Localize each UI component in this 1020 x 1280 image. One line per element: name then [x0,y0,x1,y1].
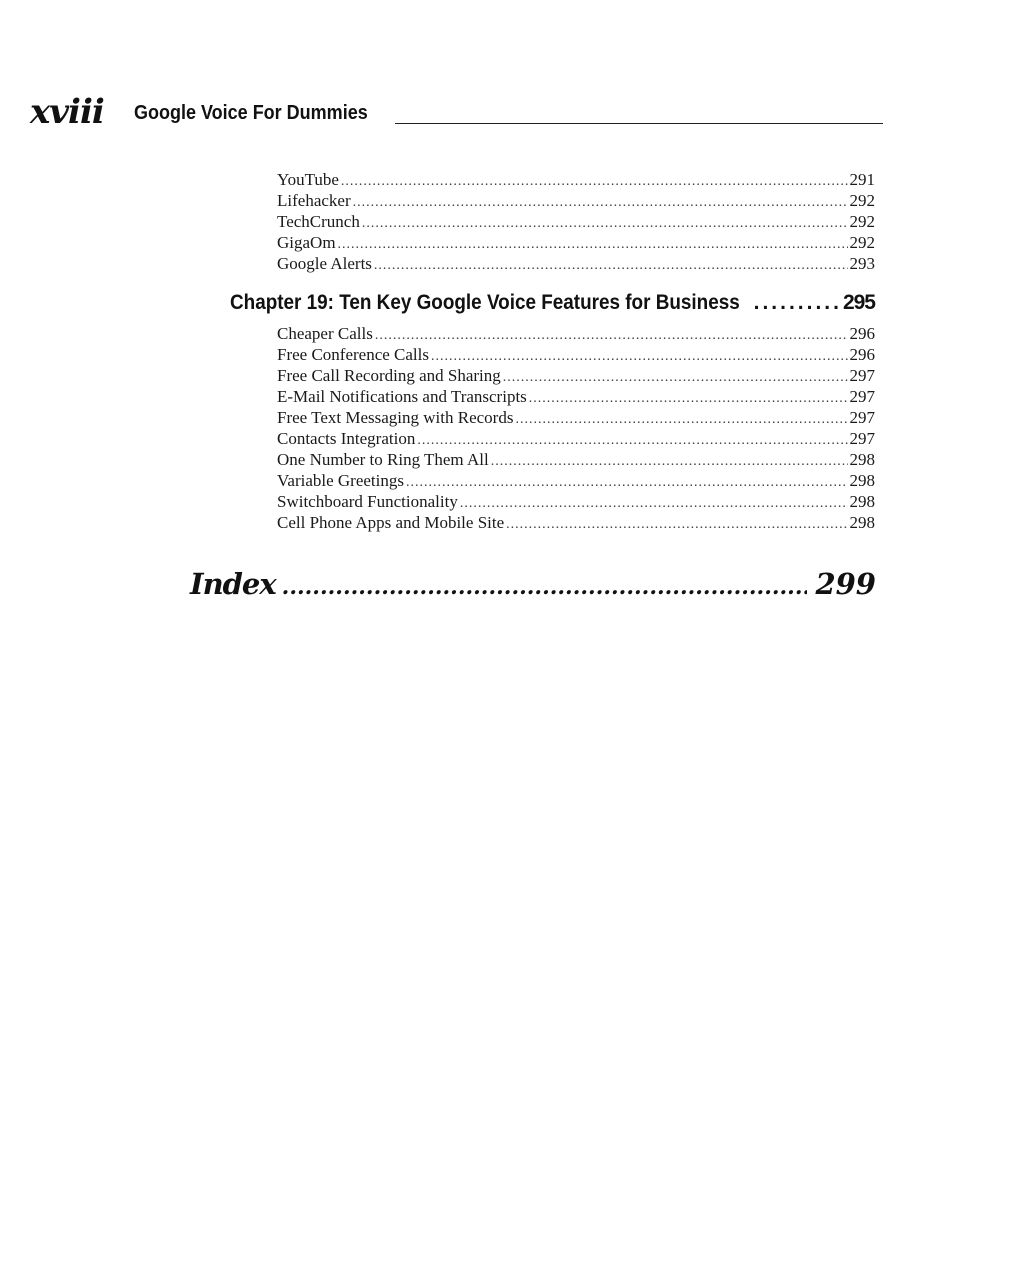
toc-entry [277,449,875,470]
toc-entry-page: 292 [849,233,875,252]
dot-leader [417,430,847,451]
toc-entry [277,253,875,274]
dot-leader [341,171,848,192]
dot-leader [362,213,848,234]
toc-section-list [277,169,875,274]
toc-entry-page: 297 [849,387,875,406]
toc-entry-title: Switchboard Functionality [277,492,458,511]
toc-entry-page: 293 [849,254,875,273]
toc-entry-page: 297 [849,429,875,448]
page-number: xviii [30,92,104,132]
toc-entry-title: Lifehacker [277,191,351,210]
header-rule [395,123,883,124]
book-title: Google Voice For Dummies [134,102,368,124]
chapter-page: 295 [842,291,875,314]
toc-entry-title: GigaOm [277,233,336,252]
toc-entry-title: One Number to Ring Them All [277,450,489,469]
dot-leader [506,514,847,535]
toc-entry [277,365,875,386]
dot-leader [338,234,848,255]
index-title: Index [190,567,276,601]
toc-entry-title: E-Mail Notifications and Transcripts [277,387,527,406]
toc-entry [277,169,875,190]
dot-leader [503,367,848,388]
toc-entry-page: 298 [849,450,875,469]
toc-entry-title: Variable Greetings [277,471,404,490]
toc-entry-title: Free Call Recording and Sharing [277,366,501,385]
toc-entry [277,232,875,253]
toc-entry [277,470,875,491]
dot-leader [460,493,848,514]
toc-entry-page: 296 [849,345,875,364]
toc-entry [277,428,875,449]
toc-entry-page: 292 [849,212,875,231]
dot-leader [431,346,848,367]
dot-leader [374,255,848,276]
index-heading [190,564,876,607]
toc-entry-page: 298 [849,492,875,511]
toc-entry-title: Cheaper Calls [277,324,373,343]
toc-section-list [277,323,875,533]
toc-entry-page: 292 [849,191,875,210]
toc-entry-title: Free Text Messaging with Records [277,408,514,427]
toc-entry [277,190,875,211]
dot-leader [406,472,848,493]
chapter-heading [230,289,875,317]
toc-entry [277,323,875,344]
chapter-title: Chapter 19: Ten Key Google Voice Features for Business [230,291,740,314]
dot-leader [375,325,848,346]
toc-entry-page: 298 [849,471,875,490]
toc-entry-title: YouTube [277,170,339,189]
dot-leader [491,451,848,472]
toc-entry-page: 297 [849,408,875,427]
toc-entry-page: 296 [849,324,875,343]
toc-entry [277,344,875,365]
dot-leader [282,567,808,607]
toc-entry-page: 291 [849,170,875,189]
toc-entry [277,407,875,428]
dot-leader [353,192,848,213]
index-page: 299 [815,567,876,601]
toc-entry [277,491,875,512]
toc-entry [277,211,875,232]
toc-entry-title: Google Alerts [277,254,372,273]
toc-entry-title: TechCrunch [277,212,360,231]
toc-entry-page: 297 [849,366,875,385]
dot-leader [529,388,848,409]
toc-entry-title: Free Conference Calls [277,345,429,364]
toc-entry [277,386,875,407]
toc-entry-page: 298 [849,513,875,532]
toc-entry [277,512,875,533]
dot-leader [754,289,842,317]
toc-entry-title: Contacts Integration [277,429,416,448]
dot-leader [515,409,847,430]
toc-entry-title: Cell Phone Apps and Mobile Site [277,513,505,532]
running-header [28,92,883,132]
